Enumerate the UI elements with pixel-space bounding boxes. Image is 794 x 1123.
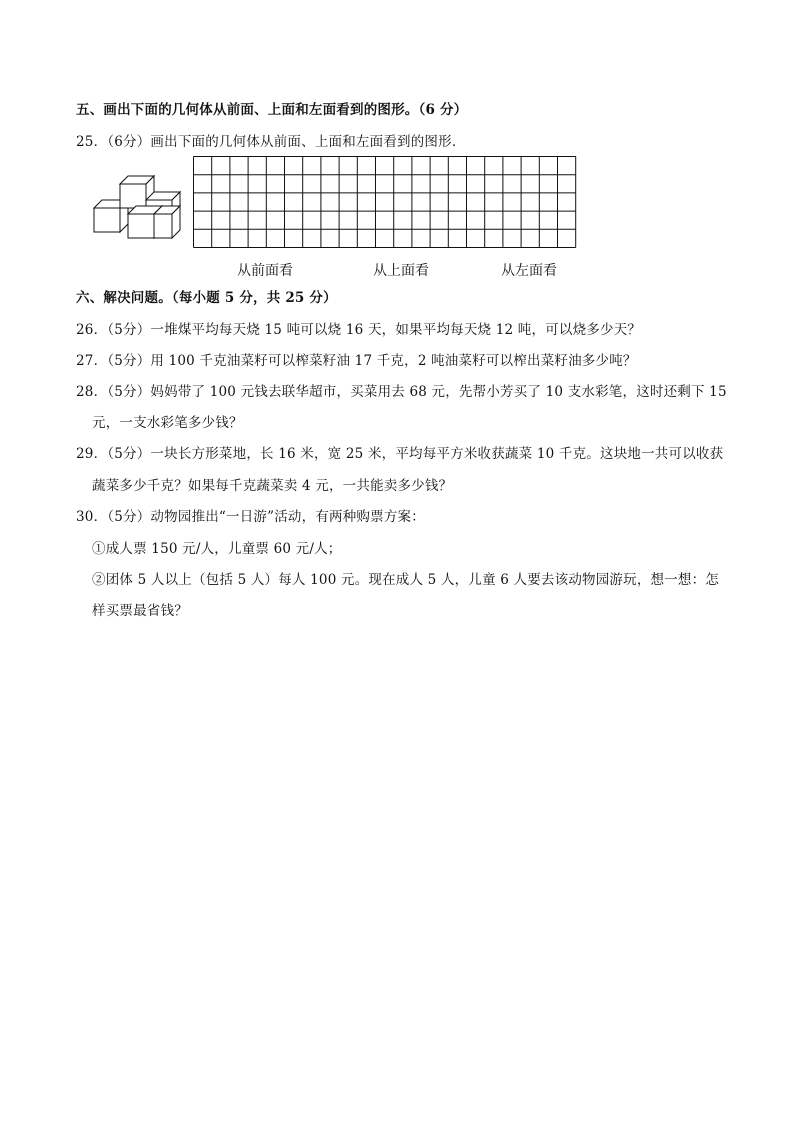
question-29-line-1: 29．（5分）一块长方形菜地，长 16 米，宽 25 米，平均每平方米收获蔬菜 10 千克。这块地一共可以收获 xyxy=(76,446,724,462)
caption-front-view: 从前面看 xyxy=(237,263,293,279)
section-6-heading: 六、解决问题。（每小题 5 分，共 25 分） xyxy=(76,290,337,306)
question-28-line-2: 元，一支水彩笔多少钱？ xyxy=(92,415,243,431)
caption-top-view: 从上面看 xyxy=(373,263,429,279)
question-30-option-2: ②团体 5 人以上（包括 5 人）每人 100 元。现在成人 5 人，儿童 6 人要去该动物园游玩，想一想：怎 xyxy=(92,572,720,588)
caption-left-view: 从左面看 xyxy=(501,263,557,279)
question-26: 26．（5分）一堆煤平均每天烧 15 吨可以烧 16 天，如果平均每天烧 12 吨，可以烧多少天？ xyxy=(76,322,642,338)
question-28-line-1: 28．（5分）妈妈带了 100 元钱去联华超市，买菜用去 68 元，先帮小芳买了 10 支水彩笔，这时还剩下 15 xyxy=(76,384,727,400)
question-29-line-2: 蔬菜多少千克？如果每千克蔬菜卖 4 元，一共能卖多少钱？ xyxy=(92,478,453,494)
question-30-line-1: 30．（5分）动物园推出“一日游”活动，有两种购票方案： xyxy=(76,509,425,525)
question-27: 27．（5分）用 100 千克油菜籽可以榨菜籽油 17 千克，2 吨油菜籽可以榨出菜籽油多少吨？ xyxy=(76,353,637,369)
question-30-option-1: ①成人票 150 元/人，儿童票 60 元/人； xyxy=(92,541,342,557)
cube-solid-figure xyxy=(92,170,182,250)
section-5-heading: 五、画出下面的几何体从前面、上面和左面看到的图形。（6 分） xyxy=(76,102,468,118)
drawing-grid[interactable] xyxy=(193,156,577,256)
question-25: 25．（6分）画出下面的几何体从前面、上面和左面看到的图形． xyxy=(76,134,466,150)
question-30-line-3: 样买票最省钱？ xyxy=(92,603,188,619)
